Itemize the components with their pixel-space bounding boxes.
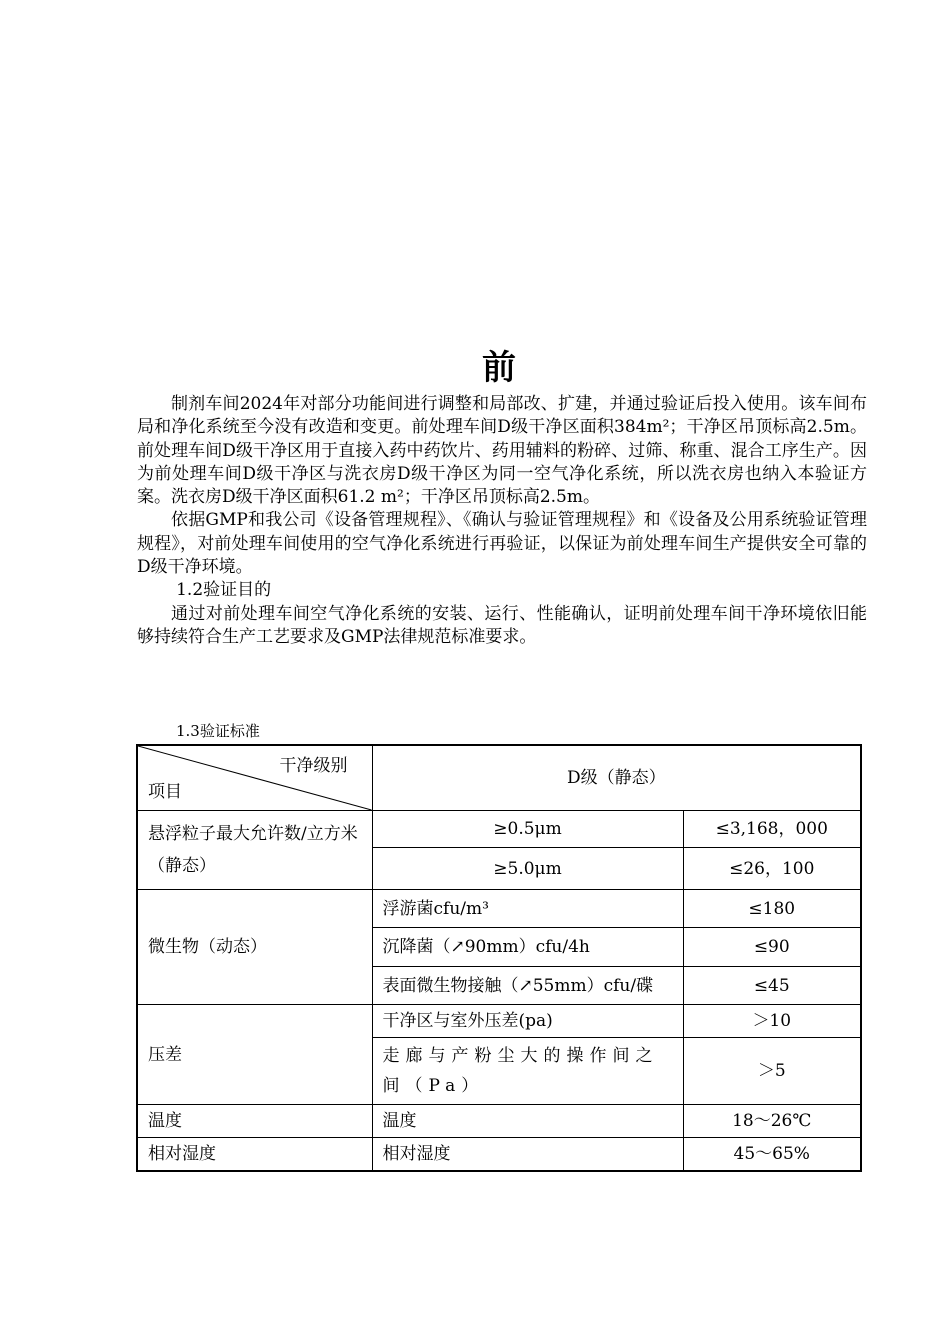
microbe-limit-cell: ≤180 (683, 890, 861, 928)
microbe-item-cell: 表面微生物接触（↗55mm）cfu/碟 (372, 967, 683, 1005)
basis-paragraph: 依据GMP和我公司《设备管理规程》、《确认与验证管理规程》和《设备及公用系统验证管理规程》，对前处理车间使用的空气净化系统进行再验证，以保证为前处理车间生产提供安全可靠的D级干净环境。 (137, 510, 867, 578)
microbe-item-cell: 沉降菌（↗90mm）cfu/4h (372, 928, 683, 967)
particle-limit-cell: ≤3,168，000 (683, 811, 861, 848)
pressure-label: 压差 (137, 1005, 372, 1105)
particle-size-cell: ≥0.5μm (372, 811, 683, 848)
microbes-label: 微生物（动态） (137, 890, 372, 1005)
microbe-item-cell: 浮游菌cfu/m³ (372, 890, 683, 928)
section-1-2-title: 1.2验证目的 (176, 580, 272, 601)
temperature-limit-cell: 18～26℃ (683, 1105, 861, 1138)
diagonal-header-cell (137, 745, 372, 811)
particle-limit-cell: ≤26，100 (683, 848, 861, 890)
temperature-label: 温度 (137, 1105, 372, 1138)
intro-paragraph: 制剂车间2024年对部分功能间进行调整和局部改、扩建，并通过验证后投入使用。该车间布局和净化系统至今没有改造和变更。前处理车间D级干净区面积384m²；干净区吊顶标高2.5m。前处理车间D级干净区用于直接入药中药饮片、药用辅料的粉碎、过筛、称重、混合工序生产。因为前处理车间D级干净区与洗衣房D级干净区为同一空气净化系统，所以洗衣房也纳入本验证方案。洗衣房D级干净区面积61.2 m²；干净区吊顶标高2.5m。 (137, 394, 867, 508)
page-heading: 前 (482, 348, 516, 388)
humidity-limit-cell: 45～65% (683, 1138, 861, 1171)
header-item-label: 项目 (148, 782, 182, 802)
pressure-item-cell: 干净区与室外压差(pa) (372, 1005, 683, 1038)
section-1-2-text: 通过对前处理车间空气净化系统的安装、运行、性能确认，证明前处理车间干净环境依旧能够持续符合生产工艺要求及GMP法律规范标准要求。 (137, 603, 867, 647)
particle-size-cell: ≥5.0μm (372, 848, 683, 890)
humidity-item-cell: 相对湿度 (372, 1138, 683, 1171)
particles-label: 悬浮粒子最大允许数/立方米（静态） (137, 811, 372, 890)
temperature-item-cell: 温度 (372, 1105, 683, 1138)
humidity-label: 相对湿度 (137, 1138, 372, 1171)
table-caption: 1.3验证标准 (176, 722, 260, 740)
header-grade-label: 干净级别 (279, 756, 348, 776)
pressure-limit-cell: ＞10 (683, 1005, 861, 1038)
microbe-limit-cell: ≤45 (683, 967, 861, 1005)
pressure-item-cell: 走廊与产粉尘大的操作间之间（Pa） (372, 1038, 683, 1105)
pressure-limit-cell: ＞5 (683, 1038, 861, 1105)
body-text (137, 393, 867, 649)
header-class-cell: D级（静态） (372, 745, 861, 811)
validation-standards-table (136, 744, 862, 1172)
microbe-limit-cell: ≤90 (683, 928, 861, 967)
